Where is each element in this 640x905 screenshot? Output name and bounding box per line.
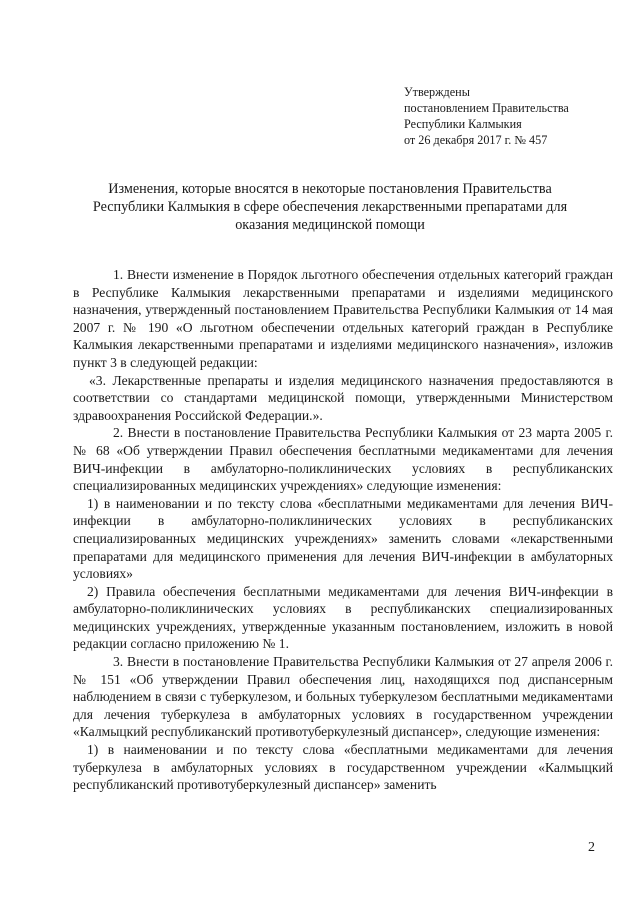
document-body — [73, 266, 613, 794]
approval-block — [404, 84, 569, 148]
document-title — [60, 180, 600, 234]
approval-line: от 26 декабря 2017 г. № 457 — [404, 133, 548, 147]
title-line: Изменения, которые вносятся в некоторые постановления Правительства — [108, 181, 552, 197]
paragraph-subitem: 2) Правила обеспечения бесплатными медикаментами для лечения ВИЧ-инфекции в амбулаторно-поликлинических условиях в республиканских специализированных медицинских учреждениях, утвержденные указанным постановлением, изложить в новой редакции согласно приложению № 1. — [73, 583, 613, 652]
paragraph-item-3: 3. Внести в постановление Правительства Республики Калмыкия от 27 апреля 2006 г. № 151 «Об утверждении Правил обеспечения лиц, находящихся под диспансерным наблюдением в связи с туберкулезом, и больных туберкулезом бесплатными медикаментами для лечения туберкулеза в амбулаторных условиях в государственном учреждении «Калмыцкий республиканский противотуберкулезный диспансер», следующие изменения: — [73, 654, 613, 740]
title-line: оказания медицинской помощи — [235, 217, 425, 233]
title-line: Республики Калмыкия в сфере обеспечения лекарственными препаратами для — [92, 199, 568, 215]
approval-line: постановлением Правительства — [404, 101, 569, 115]
paragraph-subitem: 1) в наименовании и по тексту слова «бесплатными медикаментами для лечения туберкулеза в амбулаторных условиях в государственном учреждении «Калмыцкий республиканский противотуберкулезный диспансер» заменить — [73, 742, 613, 793]
paragraph-quote: «3. Лекарственные препараты и изделия медицинского назначения предоставляются в соответствии со стандартами медицинской помощи, утвержденными Министерством здравоохранения Российской Федерации.». — [73, 372, 613, 423]
approval-line: Утверждены — [404, 85, 470, 99]
paragraph-item-2: 2. Внести в постановление Правительства Республики Калмыкия от 23 марта 2005 г. № 68 «Об утверждении Правил обеспечения бесплатными медикаментами для лечения ВИЧ-инфекции в амбулаторно-поликлинических условиях в республиканских специализированных медицинских учреждениях» следующие изменения: — [73, 425, 613, 494]
page-number: 2 — [588, 840, 595, 855]
paragraph-subitem: 1) в наименовании и по тексту слова «бесплатными медикаментами для лечения ВИЧ-инфекции в амбулаторно-поликлинических условиях в республиканских специализированных медицинских учреждениях» заменить словами «лекарственными препаратами для медицинского применения для лечения ВИЧ-инфекции в амбулаторных условиях» — [73, 495, 613, 582]
approval-line: Республики Калмыкия — [404, 117, 522, 131]
paragraph-item-1: 1. Внести изменение в Порядок льготного обеспечения отдельных категорий граждан в Республике Калмыкия лекарственными препаратами и изделиями медицинского назначения, утвержденный постановлением Правительства Республики Калмыкия от 14 мая 2007 г. № 190 «О льготном обеспечении отдельных категорий граждан в Республике Калмыкия лекарственными препаратами и изделиями медицинского назначения», изложив пункт 3 в следующей редакции: — [73, 267, 613, 370]
